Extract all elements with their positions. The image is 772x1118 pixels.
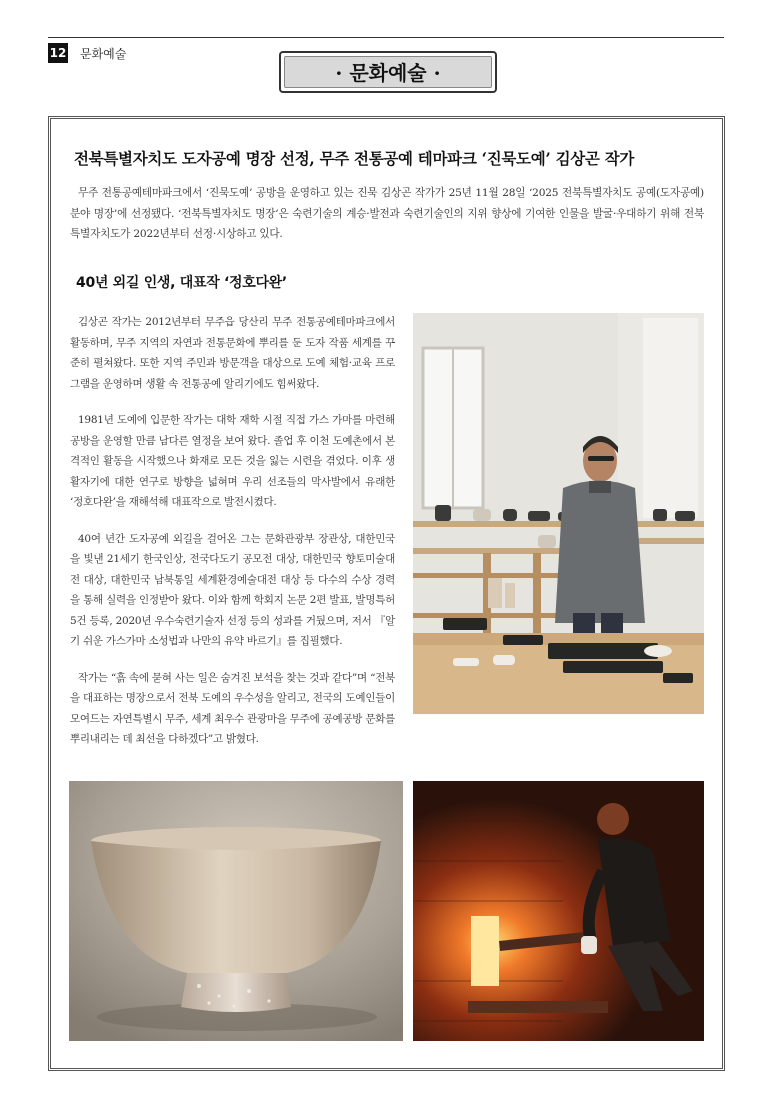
body-paragraph: 김상곤 작가는 2012년부터 무주읍 당산리 무주 전통공예테마파크에서 활동하며, 무주 지역의 자연과 전통문화에 뿌리를 둔 도자 작품 세계를 꾸준히 펼쳐왔다. 또한 지역 주민과 방문객을 대상으로 도예 체험·교육 프로그램을 운영하며 생활 속 전통공예 알리기에도 힘써왔다. bbox=[70, 316, 395, 390]
artist-studio-illustration bbox=[413, 313, 704, 714]
article-headline: 전북특별자치도 도자공예 명장 선정, 무주 전통공예 테마파크 ‘진묵도예’ 김상곤 작가 bbox=[74, 149, 635, 168]
header-rule bbox=[48, 37, 724, 38]
tea-bowl-illustration bbox=[69, 781, 403, 1041]
article-body bbox=[70, 312, 395, 766]
body-paragraph: 작가는 “흙 속에 묻혀 사는 일은 숨겨진 보석을 찾는 것과 같다”며 “전북을 대표하는 명장으로서 전북 도예의 우수성을 알리고, 전국의 도예인들이 모여드는 자연특별시 무주, 세계 최우수 관광마을 무주에 공예공방 문화를 뿌리내리는 데 최선을 다하겠다”고 밝혔다. bbox=[70, 671, 395, 745]
section-label: 문화예술 bbox=[80, 47, 127, 61]
kiln-illustration bbox=[413, 781, 704, 1041]
section-title: · 문화예술 · bbox=[284, 56, 492, 88]
article-subhead: 40년 외길 인생, 대표작 ‘정호다완’ bbox=[76, 275, 287, 291]
body-paragraph: 40여 년간 도자공예 외길을 걸어온 그는 문화관광부 장관상, 대한민국을 빛낸 21세기 한국인상, 전국다도기 공모전 대상, 대한민국 향토미술대전 대상, 대한민국 남북통일 세계환경예술대전 대상 등 다수의 수상 경력을 통해 실력을 인정받아 왔다. 이와 함께 학회지 논문 2편 발표, 발명특허 5건 등록, 2020년 우수숙련기술자 선정 등의 성과를 거뒀으며, 저서 『알기 쉬운 가스가마 소성법과 나만의 유약 바르기』를 집필했다. bbox=[70, 532, 395, 647]
article-lead: 무주 전통공예테마파크에서 ‘진묵도예’ 공방을 운영하고 있는 진묵 김상곤 작가가 25년 11월 28일 ‘2025 전북특별자치도 공예(도자공예) 분야 명장’에 선정됐다. ‘전북특별자치도 명장’은 숙련기술의 계승·발전과 숙련기술인의 지위 향상에 기여한 인물을 발굴·우대하기 위해 전북특별자치도가 2022년부터 선정·시상하고 있다. bbox=[70, 187, 704, 240]
body-paragraph: 1981년 도예에 입문한 작가는 대학 재학 시절 직접 가스 가마를 마련해 공방을 운영할 만큼 남다른 열정을 보여 왔다. 졸업 후 이천 도예촌에서 본격적인 활동을 시작했으나 화재로 모든 것을 잃는 시련을 겪었다. 이후 생활자기에 대한 연구로 방향을 넓혀며 우리 선조들의 막사발에서 유래한 ‘정호다완’을 재해석해 대표작으로 발전시켰다. bbox=[70, 414, 395, 508]
kiln-firing-photo bbox=[413, 781, 704, 1041]
page-number: 12 bbox=[48, 43, 68, 63]
tea-bowl-photo bbox=[69, 781, 403, 1041]
artist-studio-photo bbox=[413, 313, 704, 714]
section-title-tab bbox=[279, 51, 497, 93]
